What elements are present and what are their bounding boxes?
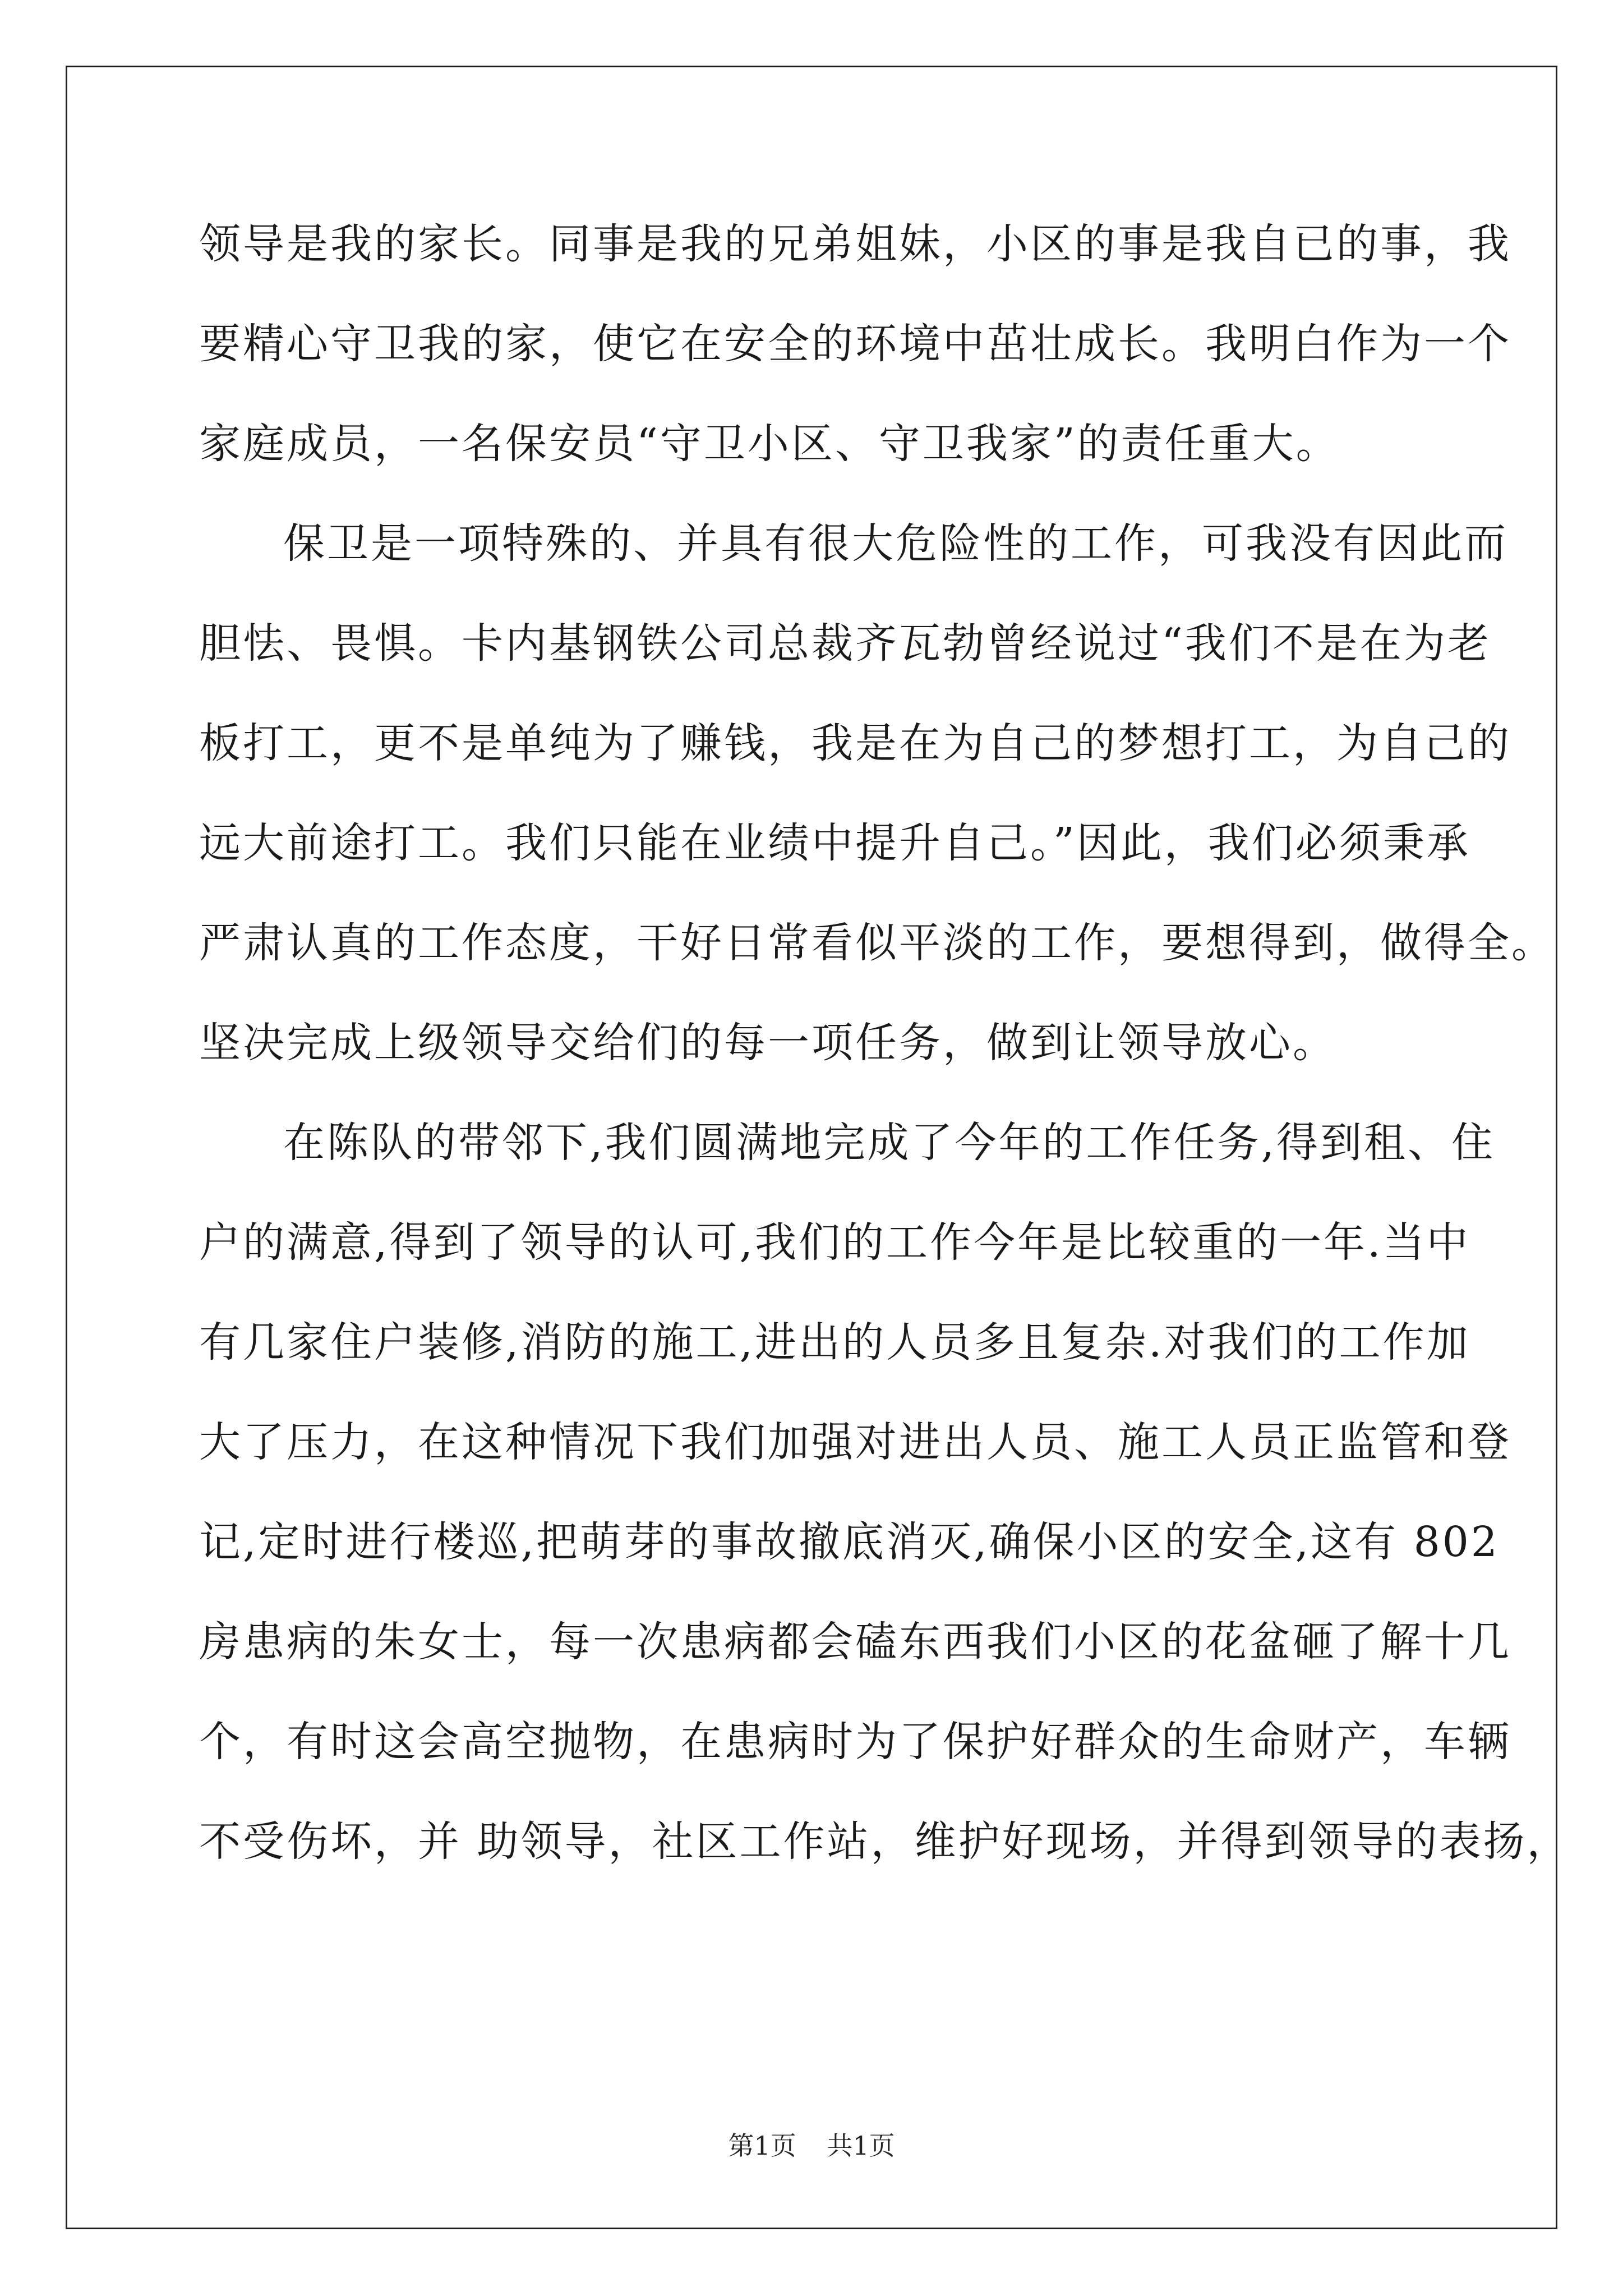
text-line: 远大前途打工。我们只能在业绩中提升自己。”因此，我们必须秉承 <box>199 819 1470 867</box>
text-line: 不受伤坏，并 助领导，社区工作站，维护好现场，并得到领导的表扬， <box>199 1818 1571 1866</box>
page-number-current: 第1页 <box>728 2131 796 2161</box>
text-line: 家庭成员，一名保安员“守卫小区、守卫我家”的责任重大。 <box>199 420 1340 468</box>
text-line: 要精心守卫我的家，使它在安全的环境中茁壮成长。我明白作为一个 <box>199 320 1511 368</box>
paragraph-start-line: 在陈队的带邻下,我们圆满地完成了今年的工作任务,得到租、住 <box>283 1119 1496 1167</box>
text-line: 记,定时进行楼巡,把萌芽的事故撤底消灭,确保小区的安全,这有 802 <box>199 1518 1500 1566</box>
paragraph-start-line: 保卫是一项特殊的、并具有很大危险性的工作，可我没有因此而 <box>283 519 1508 568</box>
text-line: 个，有时这会高空抛物，在患病时为了保护好群众的生命财产，车辆 <box>199 1718 1511 1766</box>
text-line: 严肃认真的工作态度，干好日常看似平淡的工作，要想得到，做得全。 <box>199 919 1555 967</box>
text-line: 领导是我的家长。同事是我的兄弟姐妹，小区的事是我自已的事，我 <box>199 220 1511 268</box>
text-line: 胆怯、畏惧。卡内基钢铁公司总裁齐瓦勃曾经说过“我们不是在为老 <box>199 619 1491 668</box>
page-footer <box>0 2129 1623 2162</box>
text-line: 有几家住户装修,消防的施工,进出的人员多且复杂.对我们的工作加 <box>199 1318 1470 1366</box>
text-line: 房患病的朱女士，每一次患病都会磕东西我们小区的花盆砸了解十几 <box>199 1618 1511 1666</box>
text-line: 坚决完成上级领导交给们的每一项任务，做到让领导放心。 <box>199 1019 1336 1067</box>
text-line: 大了压力，在这种情况下我们加强对进出人员、施工人员正监管和登 <box>199 1418 1511 1466</box>
text-line: 户的满意,得到了领导的认可,我们的工作今年是比较重的一年.当中 <box>199 1218 1470 1267</box>
text-line: 板打工，更不是单纯为了赚钱，我是在为自己的梦想打工，为自己的 <box>199 719 1511 767</box>
page-number-total: 共1页 <box>827 2131 895 2161</box>
document-body <box>199 216 1571 1913</box>
